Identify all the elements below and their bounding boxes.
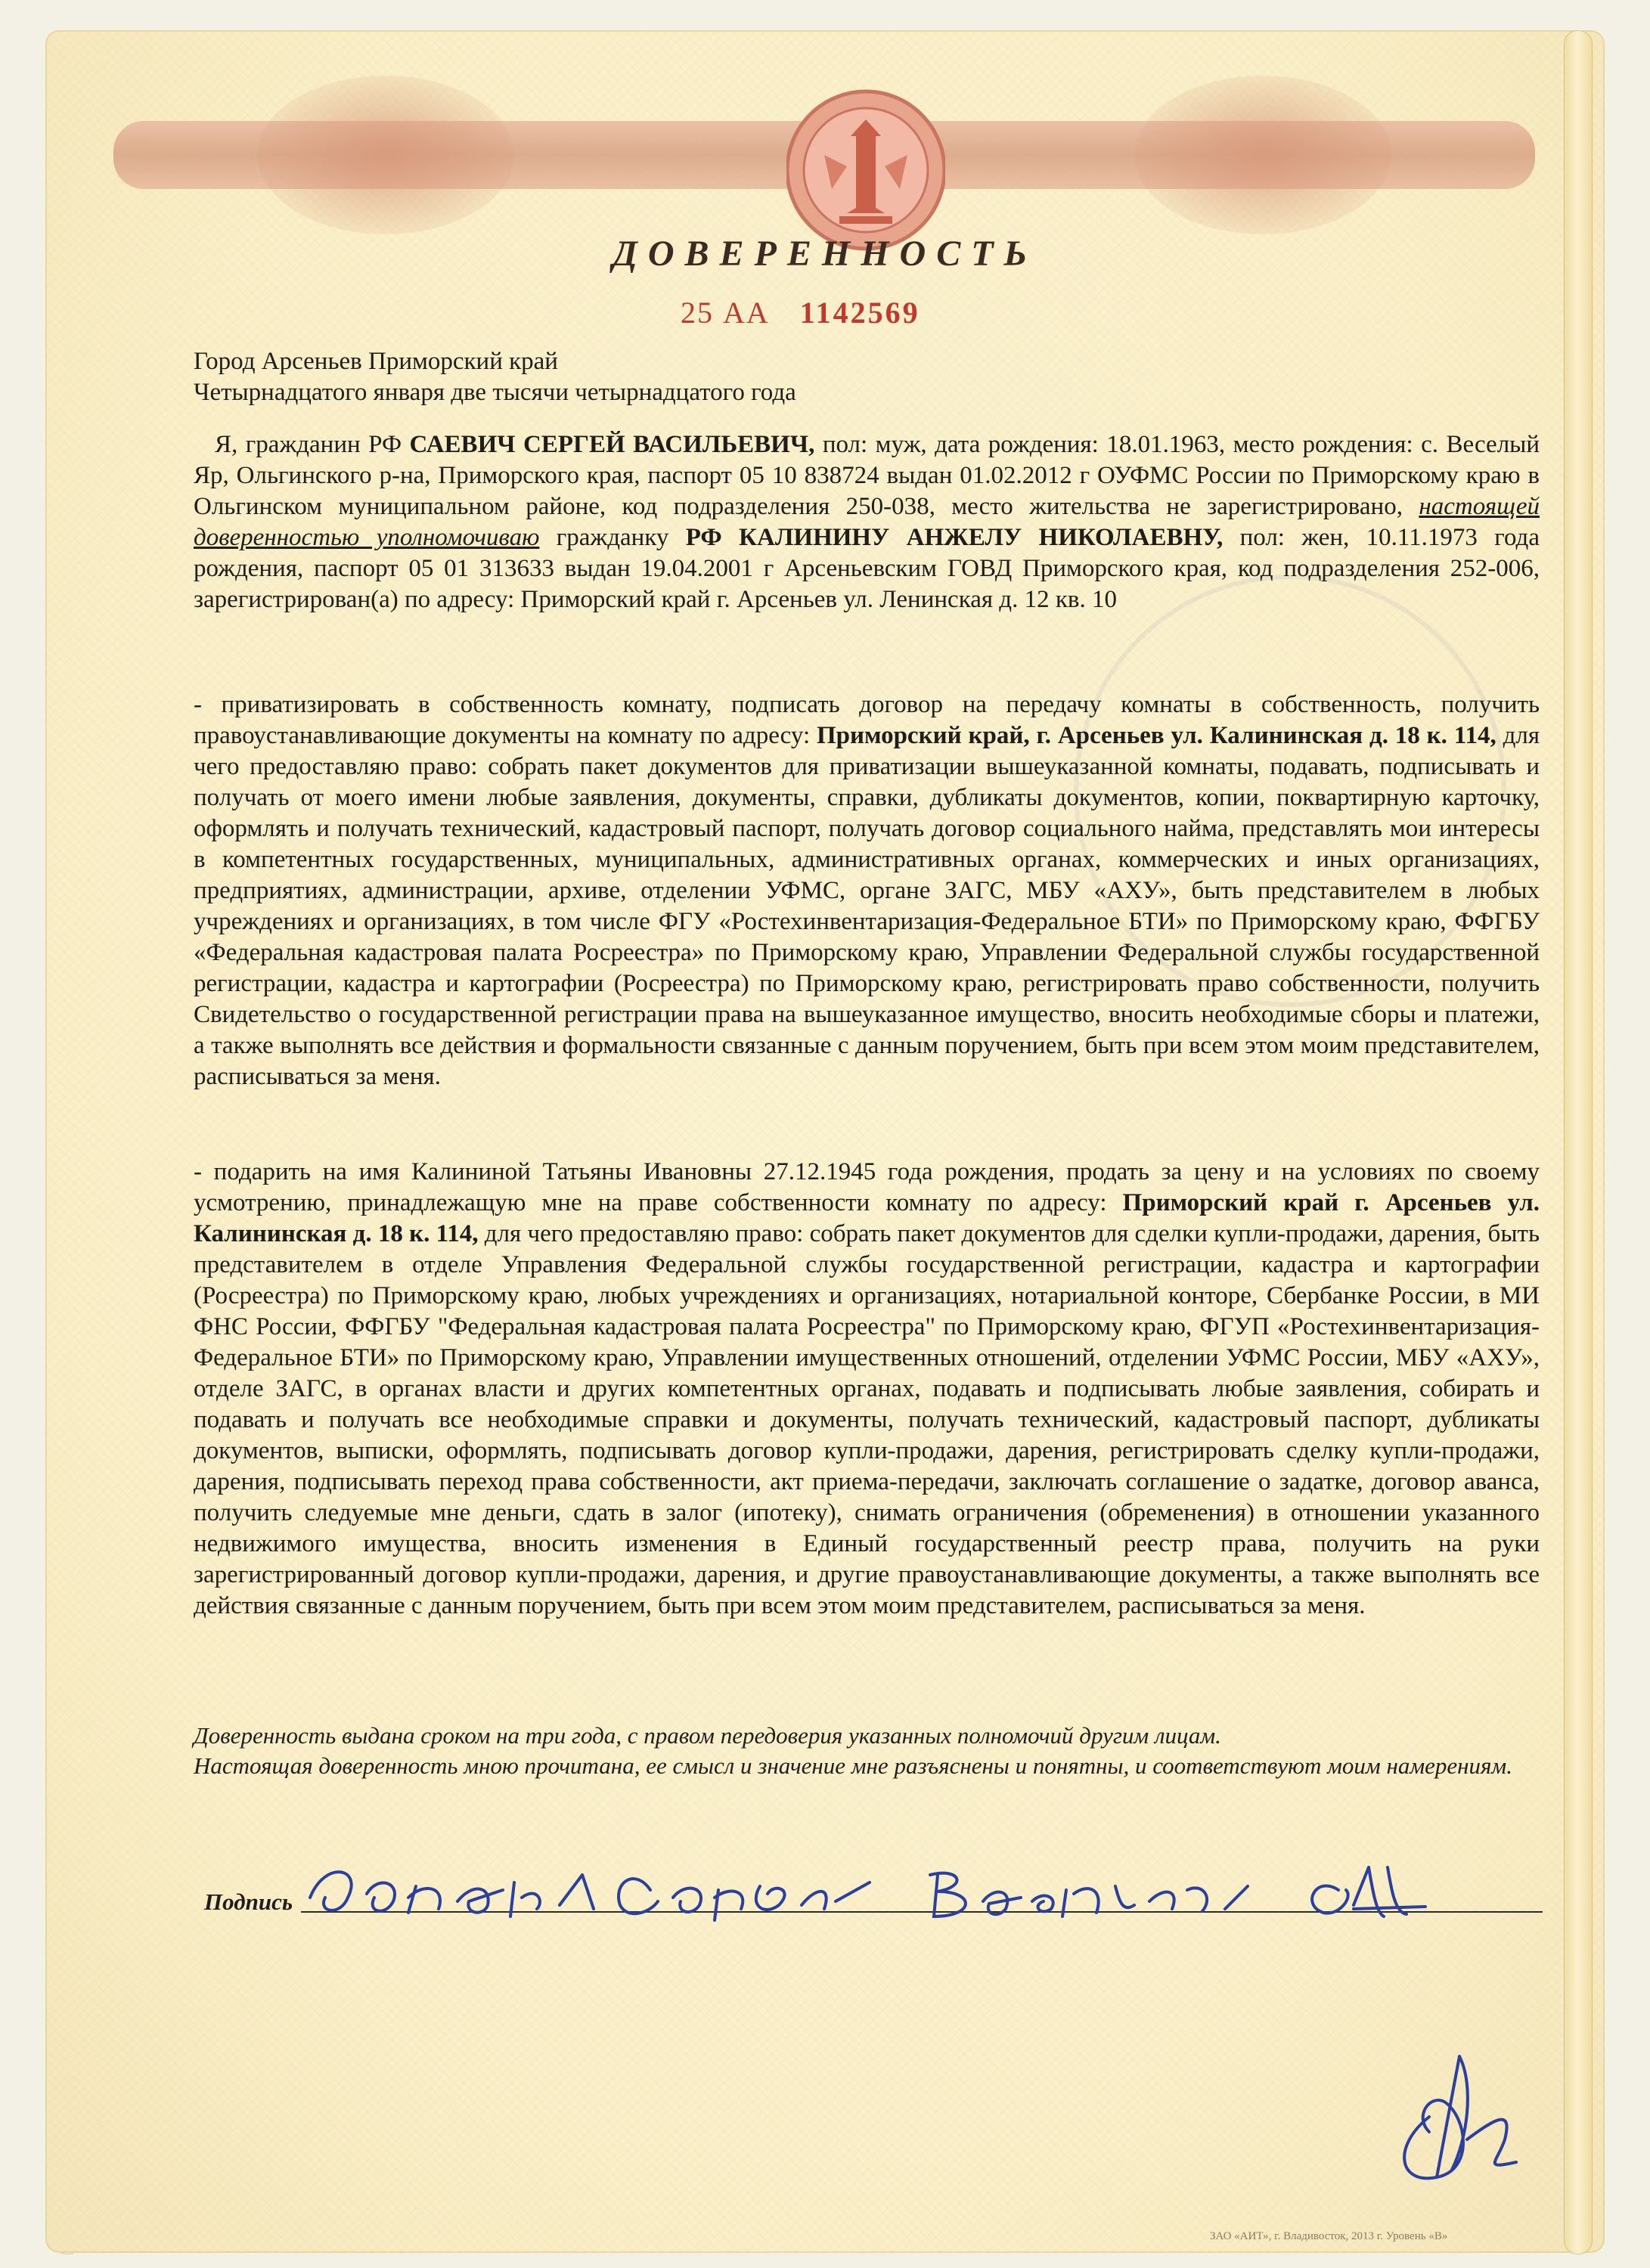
document-title: ДОВЕРЕННОСТЬ <box>613 234 1037 274</box>
form-series: 25 АА <box>681 296 770 330</box>
paragraph-principal <box>194 429 1540 615</box>
ornament-right <box>1134 76 1391 234</box>
printer-imprint: ЗАО «АИТ», г. Владивосток, 2013 г. Уровень «В» <box>1210 2230 1448 2242</box>
acknowledgement-statement: Настоящая доверенность мною прочитана, ее смысл и значение мне разъяснены и понятны, и соответствуют моим намерениям. <box>194 1752 1512 1779</box>
notary-signature <box>1384 2026 1527 2200</box>
signature-row <box>204 1867 1543 1935</box>
attorney-name: РФ КАЛИНИНУ АНЖЕЛУ НИКОЛАЕВНУ, <box>685 524 1224 551</box>
property-address-2: Приморский край г. Арсеньев ул. Калининская д. 18 к. 114, <box>194 1189 1540 1247</box>
place: Город Арсеньев Приморский край <box>194 348 558 375</box>
handwritten-signature <box>295 1845 1429 1935</box>
authorization-phrase: настоящей доверенностью уполномочиваю <box>194 493 1540 551</box>
principal-name: САЕВИЧ СЕРГЕЙ ВАСИЛЬЕВИЧ, <box>409 431 815 458</box>
scroll-edge-right <box>1564 30 1593 2254</box>
p3-text-b: для чего предоставляю право: собрать пакет документов для сделки купли-продажи, дарения, быть представителем в отделе Управления Федеральной службы государственной регистрации, кадастра и картографии (Росреестра) по Приморскому краю, любых учреждениях и организациях, нотариальной конторе, Сбербанке России, в МИ ФНС России, ФФГБУ "Федеральная кадастровая палата Росреестра" по Приморскому краю, ФГУП «Ростехинвентаризация-Федеральное БТИ» по Приморскому краю, Управлении имущественных отношений, отделении УФМС России, МБУ «АХУ», отделе ЗАГС, в органах власти и других компетентных органах, подавать и подписывать любые заявления, собирать и подавать и получать все необходимые справки и документы, получать технический, кадастровый паспорт, дубликаты документов, выписки, оформлять, подписывать договор купли-продажи, дарения, регистрировать сделку купли-продажи, дарения, подписывать переход права собственности, акт приема-передачи, заключать соглашение о задатке, договор аванса, получить следуемые мне деньги, сдать в залог (ипотеку), снимать ограничения (обременения) в отношении указанного недвижимого имущества, вносить изменения в Единый государственный реестр права, получить на руки зарегистрированный договор купли-продажи, дарения, и другие правоустанавливающие документы, а также выполнять все действия связанные с данным поручением, быть при всем этом моим представителем, расписываться за меня. <box>194 1220 1540 1619</box>
p1-text-b: пол: муж, дата рождения: 18.01.1963, место рождения: с. Веселый Яр, Ольгинского р-на, Приморского края, паспорт 05 10 838724 выдан 01.02.2012 г ОУФМС России по Приморскому краю в Ольгинском муниципальном районе, код подразделения 250-038, место жительства не зарегистрировано, <box>194 431 1540 520</box>
ornament-left <box>257 76 514 234</box>
p2-text-b: для чего предоставляю право: собрать пакет документов для приватизации вышеуказанной комнаты, подавать, подписывать и получать от моего имени любые заявления, документы, справки, дубликаты документов, копии, поквартирную карточку, оформлять и получать технический, кадастровый паспорт, получать договор социального найма, представлять мои интересы в компетентных государственных, муниципальных, административных органах, коммерческих и иных организациях, предприятиях, администрации, архиве, отделении УФМС, органе ЗАГС, МБУ «АХУ», быть представителем в любых учреждениях и организациях, в том числе ФГУ «Ростехинвентаризация-Федеральное БТИ» по Приморскому краю, ФФГБУ «Федеральная кадастровая палата Росреестра» по Приморскому краю, Управлении Федеральной службы государственной регистрации, кадастра и картографии (Росреестра) по Приморскому краю, регистрировать право собственности, получить Свидетельство о государственной регистрации права на вышеуказанное имущество, вносить необходимые сборы и платежи, а также выполнять все действия и формальности связанные с данным поручением, быть при всем этом моим представителем, расписываться за меня. <box>194 722 1540 1090</box>
paragraph-sale-gift <box>194 1157 1540 1622</box>
p3-text-a: - подарить на имя Калининой Татьяны Ивановны 27.12.1945 года рождения, продать за цену и на условиях по своему усмотрению, принадлежащую мне на праве собственности комнату по адресу: <box>194 1158 1540 1216</box>
p1-text-a: Я, гражданин РФ <box>215 431 410 458</box>
paragraph-privatization <box>194 689 1540 1092</box>
date: Четырнадцатого января две тысячи четырнадцатого года <box>194 379 796 406</box>
form-number <box>681 295 920 330</box>
p1-text-c: гражданку <box>539 524 686 551</box>
signature-label: Подпись <box>204 1888 293 1915</box>
form-serial-number: 1142569 <box>799 296 920 330</box>
term-statement: Доверенность выдана сроком на три года, с правом передоверия указанных полномочий другим лицам. <box>194 1722 1221 1749</box>
place-and-date <box>194 346 1540 408</box>
ornamental-header <box>113 60 1535 249</box>
property-address: Приморский край, г. Арсеньев ул. Калининская д. 18 к. 114, <box>816 722 1496 749</box>
p1-text-d: пол: жен, 10.11.1973 года рождения, паспорт 05 01 313633 выдан 19.04.2001 г Арсеньевским ГОВД Приморского края, код подразделения 252-006, зарегистрирован(а) по адресу: Приморский край г. Арсеньев ул. Ленинская д. 12 кв. 10 <box>194 524 1540 613</box>
notary-emblem-icon <box>786 83 945 257</box>
p2-text-a: - приватизировать в собственность комнату, подписать договор на передачу комнаты в собственность, получить правоустанавливающие документы на комнату по адресу: <box>194 691 1540 749</box>
closing-statement <box>194 1721 1540 1781</box>
